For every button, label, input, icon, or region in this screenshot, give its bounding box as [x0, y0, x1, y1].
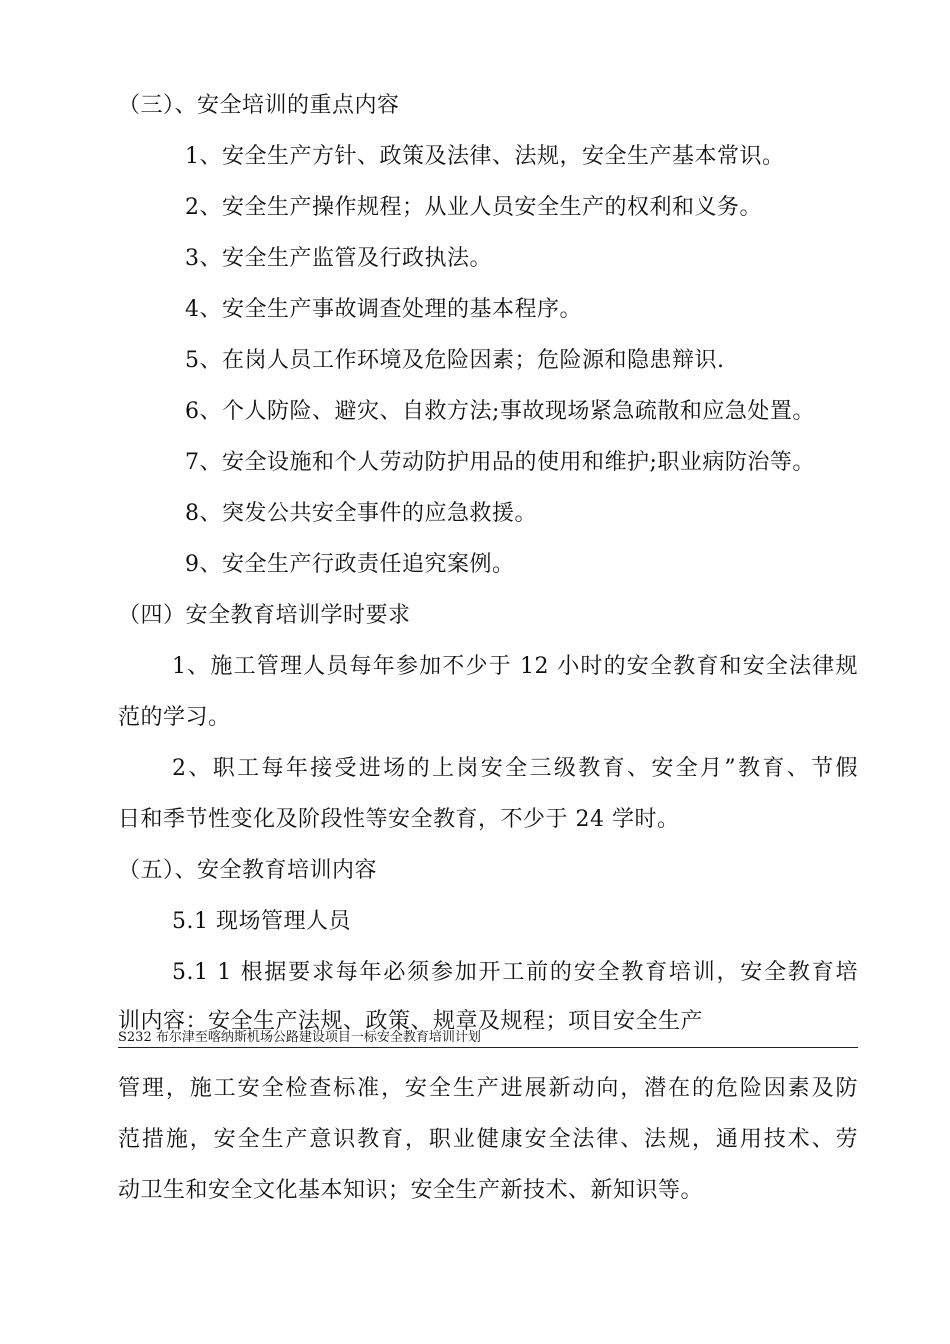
continuation-line-1: 管理，施工安全检查标准，安全生产进展新动向，潜在的危险因素及防 [118, 1076, 858, 1101]
section-4-para-2-line-1: 2、职工每年接受进场的上岗安全三级教育、安全月”教育、节假 [172, 756, 858, 781]
section-5-para-1-line-2: 训内容：安全生产法规、政策、规章及规程；项目安全生产 [118, 1009, 704, 1034]
section-3-item-4: 4、安全生产事故调查处理的基本程序。 [185, 297, 582, 322]
section-3-item-8: 8、突发公共安全事件的应急救援。 [185, 501, 537, 526]
section-3-item-1: 1、安全生产方针、政策及法律、法规，安全生产基本常识。 [185, 144, 785, 169]
section-3-item-6: 6、个人防险、避灾、自救方法;事故现场紧急疏散和应急处置。 [185, 399, 815, 424]
continuation-line-3: 动卫生和安全文化基本知识；安全生产新技术、新知识等。 [118, 1178, 704, 1203]
section-4-para-1-line-1: 1、施工管理人员每年参加不少于 12 小时的安全教育和安全法律规 [172, 654, 858, 679]
continuation-line-2: 范措施，安全生产意识教育，职业健康安全法律、法规，通用技术、劳 [118, 1127, 858, 1152]
section-3-item-7: 7、安全设施和个人劳动防护用品的使用和维护;职业病防治等。 [185, 450, 815, 475]
section-4-para-1-line-2: 范的学习。 [118, 705, 231, 730]
section-3-item-9: 9、安全生产行政责任追究案例。 [185, 552, 515, 577]
section-5-1-heading: 5.1 现场管理人员 [172, 909, 351, 934]
section-4-para-2-line-2: 日和季节性变化及阶段性等安全教育，不少于 24 学时。 [118, 807, 680, 832]
section-3-item-2: 2、安全生产操作规程；从业人员安全生产的权利和义务。 [185, 195, 762, 220]
section-3-heading: （三）、安全培训的重点内容 [118, 93, 400, 118]
section-3-item-3: 3、安全生产监管及行政执法。 [185, 246, 492, 271]
section-3-item-5: 5、在岗人员工作环境及危险因素；危险源和隐患辩识. [185, 348, 725, 373]
section-5-heading: （五）、安全教育培训内容 [118, 858, 378, 883]
section-5-para-1-line-1: 5.1 1 根据要求每年必须参加开工前的安全教育培训，安全教育培 [172, 960, 858, 985]
footer-divider [118, 1047, 858, 1048]
section-4-heading: （四）安全教育培训学时要求 [118, 603, 411, 628]
page-footer: S232 布尔津至喀纳斯机场公路建设项目一标安全教育培训计划 [118, 1030, 481, 1045]
